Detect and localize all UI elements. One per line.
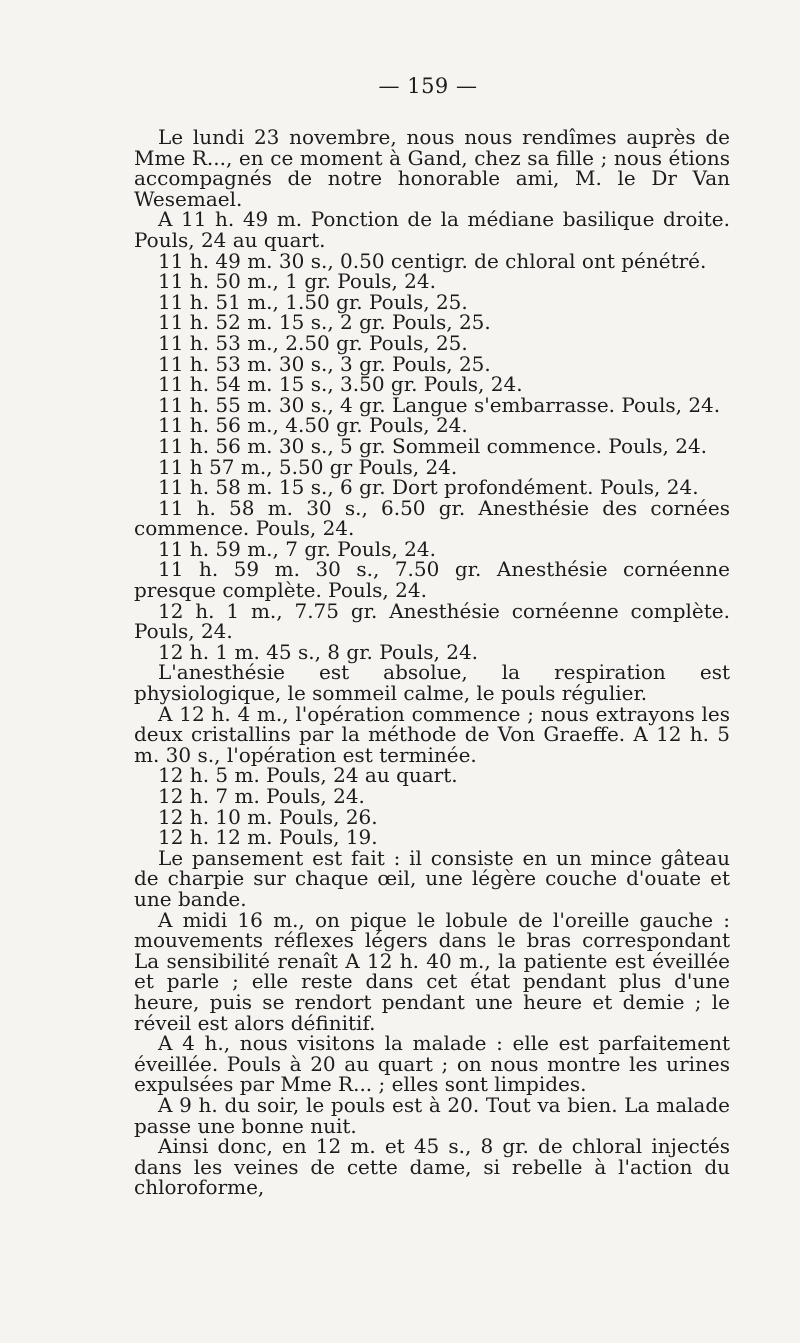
timeline-entry: 11 h. 53 m. 30 s., 3 gr. Pouls, 25. bbox=[158, 351, 491, 376]
paragraph-cornea-almost: 11 h. 59 m. 30 s., 7.50 gr. Anesthésie cornéenne presque complète. Pouls, 24. bbox=[134, 557, 730, 603]
paragraph-4pm: A 4 h., nous visitons la malade : elle est parfaitement éveillée. Pouls à 20 au quart ; on nous montre les urines expulsées par Mme R... ; elles sont limpides. bbox=[134, 1031, 730, 1097]
timeline-entry: 12 h. 12 m. Pouls, 19. bbox=[158, 825, 378, 850]
timeline-entry: 11 h. 51 m., 1.50 gr. Pouls, 25. bbox=[158, 289, 468, 314]
timeline-entry: 11 h. 56 m., 4.50 gr. Pouls, 24. bbox=[158, 413, 468, 438]
paragraph-9pm: A 9 h. du soir, le pouls est à 20. Tout va bien. La malade passe une bonne nuit. bbox=[134, 1092, 730, 1138]
timeline-entry: 11 h. 55 m. 30 s., 4 gr. Langue s'embarrasse. Pouls, 24. bbox=[158, 392, 721, 417]
page-body bbox=[134, 127, 730, 1198]
timeline-entry: 12 h. 1 m. 45 s., 8 gr. Pouls, 24. bbox=[158, 639, 479, 664]
timeline-entry: 12 h. 7 m. Pouls, 24. bbox=[158, 784, 365, 808]
timeline-list-b bbox=[134, 763, 730, 850]
paragraph-conclusion: Ainsi donc, en 12 m. et 45 s., 8 gr. de chloral injectés dans les veines de cette dame, si rebelle à l'action du chloroforme, bbox=[134, 1134, 730, 1200]
paragraph-noon: A midi 16 m., on pique le lobule de l'oreille gauche : mouvements réflexes légers dans le bras correspondant La sensibilité renaît A 12 h. 40 m., la patiente est éveillée et parle ; elle reste dans cet état pendant plus d'une heure, puis se rendort pendant une heure et demie ; le réveil est alors définitif. bbox=[134, 907, 730, 1035]
timeline-entry: 11 h. 50 m., 1 gr. Pouls, 24. bbox=[158, 269, 436, 294]
paragraph-ponction: A 11 h. 49 m. Ponction de la médiane basilique droite. Pouls, 24 au quart. bbox=[134, 207, 730, 252]
paragraph-operation: A 12 h. 4 m., l'opération commence ; nous extrayons les deux cristallins par la méthode de Von Graeffe. A 12 h. 5 m. 30 s., l'opération est terminée. bbox=[134, 701, 730, 767]
timeline-entry: 11 h. 56 m. 30 s., 5 gr. Sommeil commence. Pouls, 24. bbox=[158, 433, 708, 458]
timeline-entry: 11 h. 53 m., 2.50 gr. Pouls, 25. bbox=[158, 330, 468, 355]
timeline-entry: 12 h. 10 m. Pouls, 26. bbox=[158, 804, 378, 829]
timeline-entry: 11 h. 54 m. 15 s., 3.50 gr. Pouls, 24. bbox=[158, 372, 523, 397]
timeline-entry: 11 h. 49 m. 30 s., 0.50 centigr. de chloral ont pénétré. bbox=[158, 248, 707, 273]
timeline-entry: 11 h 57 m., 5.50 gr Pouls, 24. bbox=[158, 454, 458, 479]
paragraph-anesthesia: L'anesthésie est absolue, la respiration est physiologique, le sommeil calme, le pouls régulier. bbox=[134, 660, 730, 706]
paragraph-cornea-start: 11 h. 58 m. 30 s., 6.50 gr. Anesthésie des cornées commence. Pouls, 24. bbox=[134, 495, 730, 541]
timeline-entry: 11 h. 58 m. 15 s., 6 gr. Dort profondément. Pouls, 24. bbox=[158, 475, 699, 500]
page-number: — 159 — bbox=[378, 74, 478, 98]
paragraph-intro: Le lundi 23 novembre, nous nous rendîmes auprès de Mme R..., en ce moment à Gand, chez sa fille ; nous étions accompagnés de notre honorable ami, M. le Dr Van Wesemael. bbox=[134, 125, 730, 211]
timeline-entry: 11 h. 59 m., 7 gr. Pouls, 24. bbox=[158, 536, 436, 561]
timeline-entry: 11 h. 52 m. 15 s., 2 gr. Pouls, 25. bbox=[158, 310, 491, 335]
timeline-entry: 12 h. 1 m., 7.75 gr. Anesthésie cornéenne complète. Pouls, 24. bbox=[134, 598, 730, 644]
paragraph-dressing: Le pansement est fait : il consiste en un mince gâteau de charpie sur chaque œil, une légère couche d'ouate et une bande. bbox=[134, 845, 730, 911]
timeline-list-a bbox=[134, 248, 730, 500]
timeline-entry: 12 h. 5 m. Pouls, 24 au quart. bbox=[158, 763, 458, 788]
